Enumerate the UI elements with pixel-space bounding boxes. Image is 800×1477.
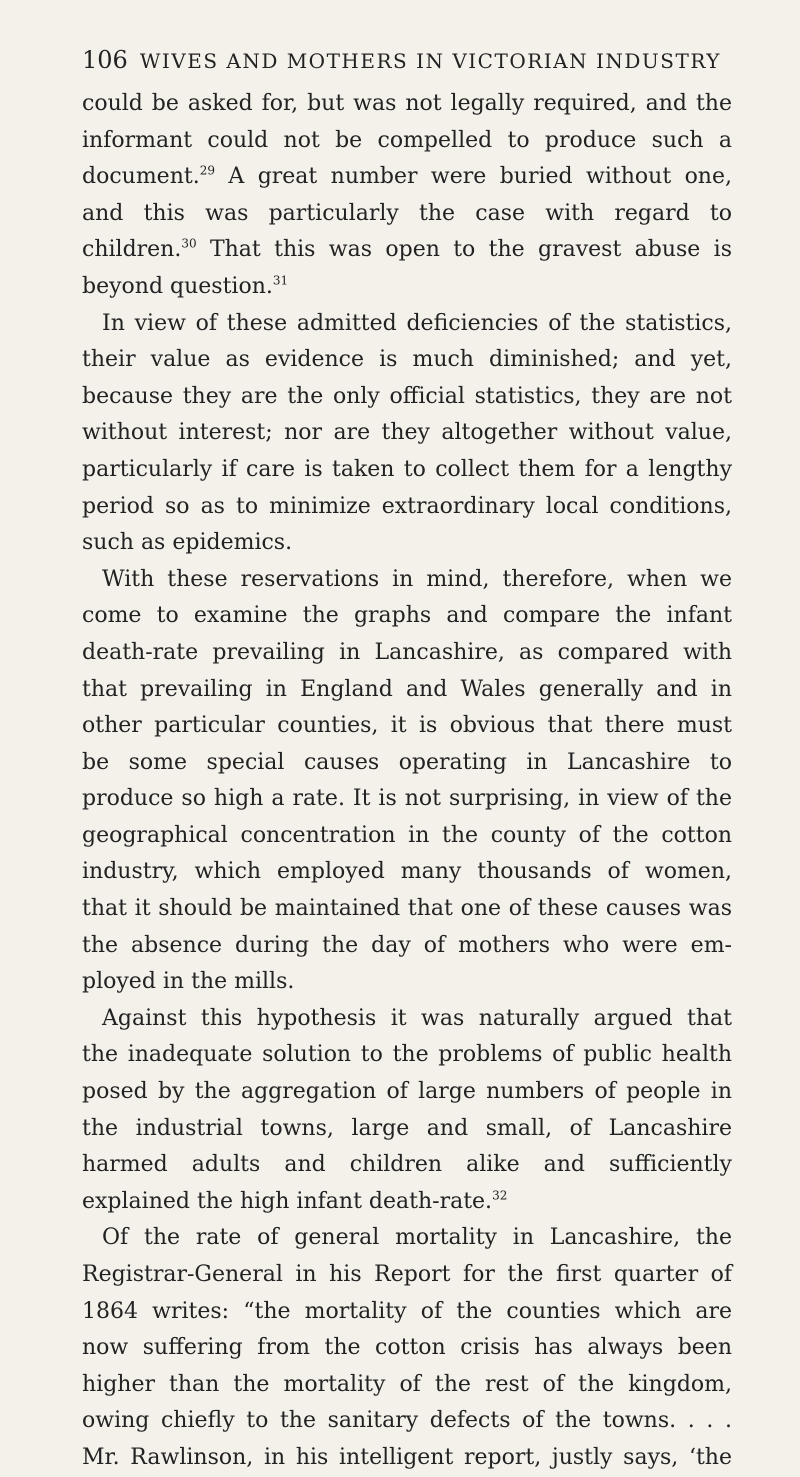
text-line-content: 1864 writes: “the mortality of the counties which are: [82, 1298, 732, 1324]
text-line: [82, 745, 732, 782]
text-line: [82, 1147, 732, 1184]
text-line-content: the inadequate solution to the problems of public health: [82, 1042, 732, 1068]
footnote-marker: 29: [199, 163, 215, 178]
running-title: WIVES AND MOTHERS IN VICTORIAN INDUSTRY: [139, 49, 721, 73]
text-line-content: death-rate prevailing in Lancashire, as compared with: [82, 639, 732, 665]
text-line: [82, 1403, 732, 1440]
text-line: [82, 1367, 732, 1404]
text-line-content: higher than the mortality of the rest of the kingdom,: [82, 1371, 732, 1397]
text-line-content: the absence during the day of mothers who were em-: [82, 932, 732, 958]
text-line-content: now suffering from the cotton crisis has always been: [82, 1335, 732, 1361]
text-line-content: geographical concentration in the county of the cotton: [82, 822, 732, 848]
text-line-content: come to examine the graphs and compare the infant: [82, 603, 732, 629]
text-line-content: their value as evidence is much diminished; and yet,: [82, 347, 732, 373]
text-line: [82, 379, 732, 416]
text-line-content: posed by the aggregation of large numbers of people in: [82, 1079, 732, 1105]
text-line: [82, 452, 732, 489]
text-line: [82, 415, 732, 452]
text-line-tail: A great number were buried without one,: [214, 164, 732, 190]
text-line-content: Against this hypothesis it was naturally argued that: [102, 1005, 732, 1031]
text-line-content: informant could not be compelled to produce such a: [82, 127, 732, 153]
text-line: [82, 269, 732, 306]
text-line-content: the industrial towns, large and small, of Lancashire: [82, 1115, 732, 1141]
text-line-content: Registrar-General in his Report for the first quarter of: [82, 1262, 732, 1287]
text-line: [82, 159, 732, 196]
text-line-content: Mr. Rawlinson, in his intelligent report, justly says, ‘the: [82, 1444, 732, 1470]
text-line-content: that it should be maintained that one of these causes was: [82, 896, 732, 922]
page-number: 106: [82, 46, 128, 74]
text-line: [82, 306, 732, 343]
text-line: [82, 342, 732, 379]
text-line: [82, 708, 732, 745]
text-line-content: produce so high a rate. It is not surprising, in view of the: [82, 786, 732, 812]
text-line-tail: That this was open to the gravest abuse is: [196, 237, 732, 263]
text-line-content: such as epidemics.: [82, 530, 293, 556]
text-line: [82, 232, 732, 269]
text-line: [82, 964, 732, 1001]
text-line-content: explained the high infant death-rate.: [82, 1188, 493, 1214]
text-line: [82, 1294, 732, 1331]
text-line: [82, 1184, 732, 1221]
text-line: [82, 1220, 732, 1257]
body-text: [82, 86, 732, 1477]
text-line-content: harmed adults and children alike and sufficiently: [82, 1152, 732, 1178]
text-line: [82, 1037, 732, 1074]
text-line-content: because they are the only official statistics, they are not: [82, 383, 732, 409]
text-line: [82, 818, 732, 855]
text-line-content: beyond question.: [82, 273, 273, 299]
text-line-content: With these reservations in mind, therefore, when we: [102, 566, 732, 592]
text-line: [82, 1440, 732, 1477]
running-head: [82, 46, 732, 74]
text-line: [82, 1111, 732, 1148]
text-line-content: children.: [82, 237, 182, 263]
text-line: [82, 1257, 732, 1294]
text-line: [82, 525, 732, 562]
text-line: [82, 781, 732, 818]
footnote-marker: 32: [492, 1188, 508, 1203]
text-line: [82, 598, 732, 635]
text-line: [82, 562, 732, 599]
footnote-marker: 30: [181, 237, 197, 252]
text-line: [82, 854, 732, 891]
text-line: [82, 489, 732, 526]
text-line-content: Of the rate of general mortality in Lancashire, the: [102, 1225, 732, 1251]
text-line: [82, 891, 732, 928]
text-line-content: In view of these admitted deficiencies of the statistics,: [102, 310, 732, 336]
text-line-content: and this was particularly the case with regard to: [82, 200, 732, 226]
text-line: [82, 123, 732, 160]
text-line-content: document.: [82, 164, 200, 190]
footnote-marker: 31: [272, 273, 289, 288]
text-line: [82, 1330, 732, 1367]
text-line: [82, 635, 732, 672]
text-line-content: that prevailing in England and Wales generally and in: [82, 676, 732, 702]
text-line-content: owing chiefly to the sanitary defects of the towns. . . .: [82, 1408, 732, 1434]
text-line-content: industry, which employed many thousands of women,: [82, 859, 732, 885]
text-line-content: be some special causes operating in Lancashire to: [82, 749, 732, 775]
text-line-content: particularly if care is taken to collect them for a lengthy: [82, 456, 732, 482]
text-line: [82, 196, 732, 233]
text-line: [82, 928, 732, 965]
text-line: [82, 1074, 732, 1111]
text-line-content: without interest; nor are they altogether without value,: [82, 420, 732, 446]
text-line-content: other particular counties, it is obvious that there must: [82, 713, 732, 739]
text-line-content: ployed in the mills.: [82, 969, 295, 995]
text-line-content: could be asked for, but was not legally required, and the: [82, 91, 732, 116]
text-line: [82, 1001, 732, 1038]
text-line: [82, 672, 732, 709]
text-line: [82, 86, 732, 123]
text-line-content: period so as to minimize extraordinary local conditions,: [82, 493, 732, 519]
